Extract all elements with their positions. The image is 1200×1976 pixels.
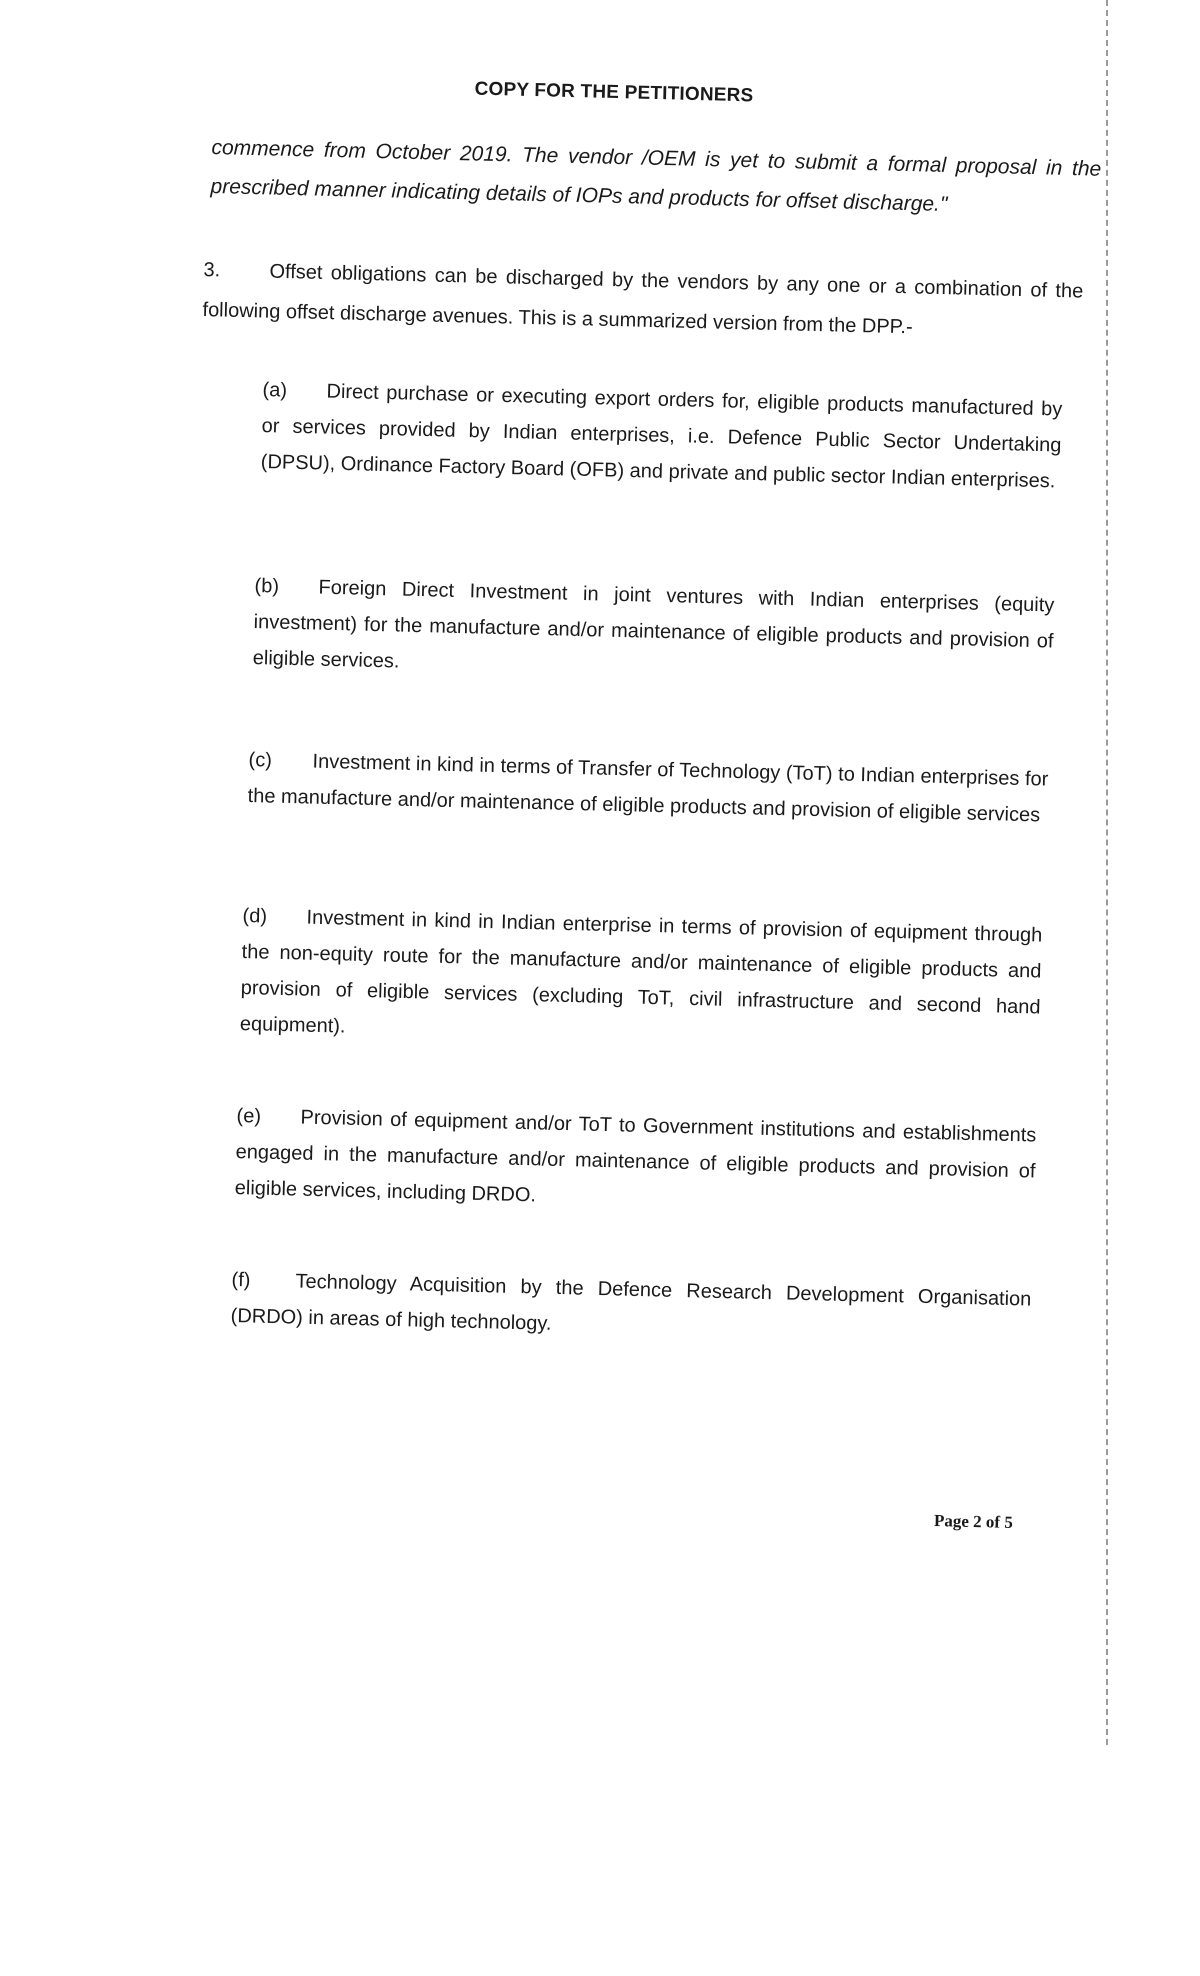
item-label: (f)	[231, 1268, 251, 1292]
item-text: Technology Acquisition by the Defence Research Development Organisation (DRDO) in areas of high technology.	[230, 1270, 1032, 1335]
item-text: Direct purchase or executing export orders for, eligible products manufactured by or services provided by Indian enterprises, i.e. Defence Public Sector Undertaking (DPSU), Ordinance Factory Board (OFB) and private and public sector Indian enterprises.	[260, 380, 1063, 493]
list-item-c	[247, 742, 1049, 834]
item-text: Provision of equipment and/or ToT to Government institutions and establishments engaged in the manufacture and/or maintenance of eligible products and provision of eligible services, including DRDO.	[234, 1106, 1037, 1207]
list-item-d	[239, 898, 1042, 1062]
paragraph-number: 3.	[203, 258, 221, 282]
item-text: Investment in kind in terms of Transfer of Technology (ToT) to Indian enterprises for the manufacture and/or maintenance of eligible products and provision of eligible services	[247, 750, 1049, 827]
list-item-a	[260, 372, 1062, 500]
item-label: (d)	[242, 904, 268, 928]
paragraph-3	[202, 250, 1084, 351]
list-item-f	[230, 1262, 1032, 1354]
quoted-text: commence from October 2019. The vendor /OEM is yet to submit a formal proposal in the prescribed manner indicating details of IOPs and products for offset discharge."	[210, 135, 1102, 216]
page-header: COPY FOR THE PETITIONERS	[474, 78, 754, 107]
item-text: Foreign Direct Investment in joint ventures with Indian enterprises (equity investment) for the manufacture and/or maintenance of eligible products and provision of eligible services.	[252, 576, 1055, 673]
item-label: (a)	[262, 378, 288, 402]
item-text: Investment in kind in Indian enterprise in terms of provision of equipment through the non-equity route for the manufacture and/or maintenance of eligible products and provision of eligible services (excluding ToT, civil infrastructure and second hand equipment).	[239, 906, 1043, 1038]
page-number: Page 2 of 5	[933, 1511, 1014, 1532]
item-label: (c)	[248, 748, 273, 772]
list-item-e	[234, 1098, 1036, 1226]
item-label: (b)	[254, 574, 280, 598]
scan-edge-line	[1106, 0, 1108, 1745]
paragraph-text: Offset obligations can be discharged by the vendors by any one or a combination of the following offset discharge avenues. This is a summarized version from the DPP.-	[202, 260, 1084, 339]
item-label: (e)	[236, 1104, 262, 1128]
list-item-b	[252, 568, 1054, 696]
